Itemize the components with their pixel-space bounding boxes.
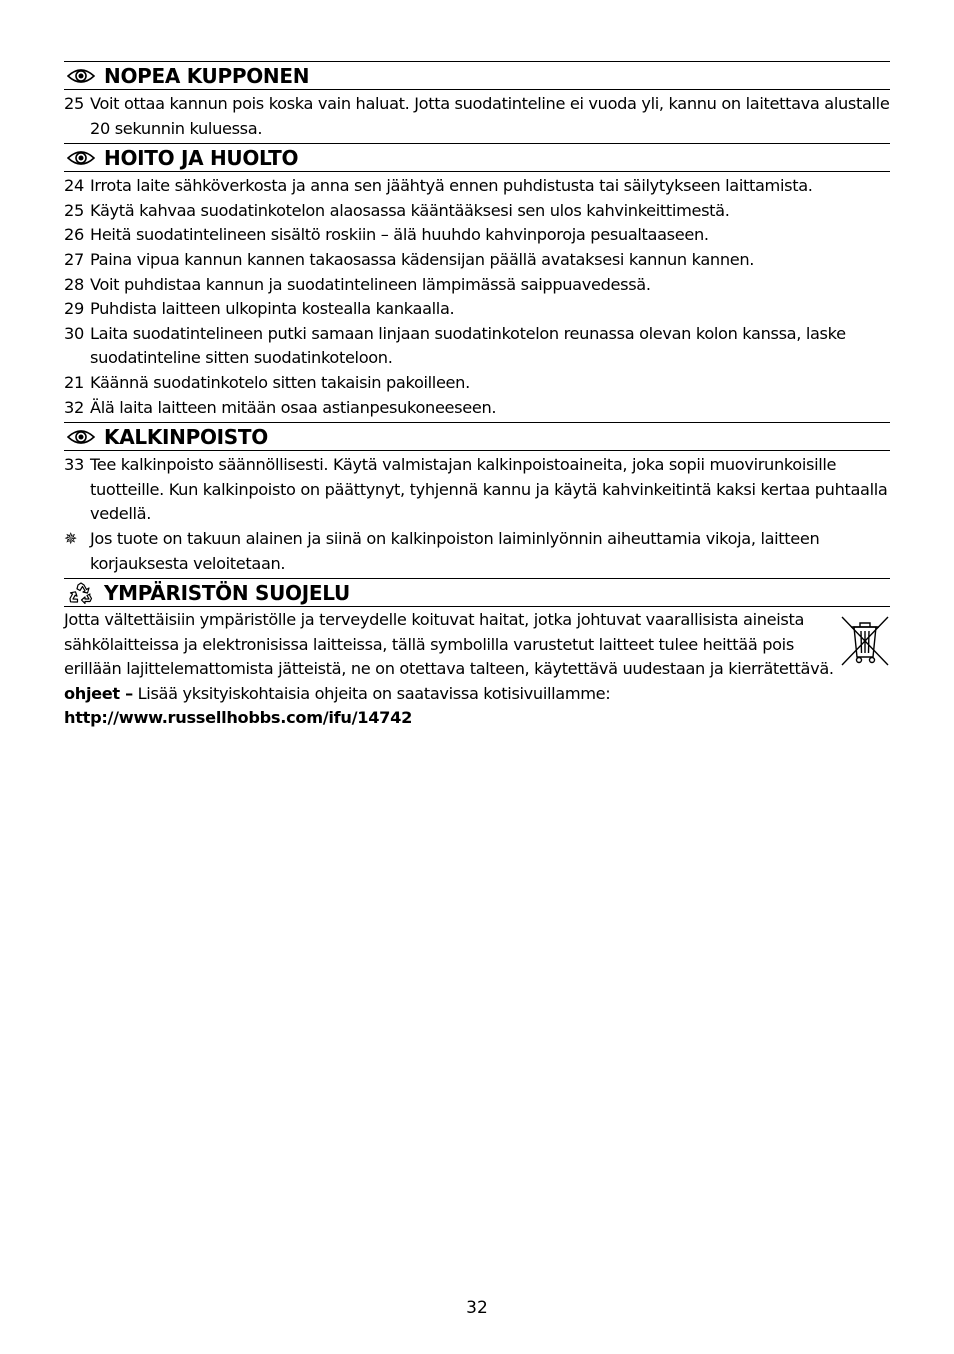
section-nopea-kupponen <box>64 61 890 143</box>
list-item: 33 Tee kalkinpoisto säännöllisesti. Käytä valmistajan kalkinpoistoaineita, joka sopii muovirunkoisille tuotteille. Kun kalkinpoisto on päättynyt, tyhjennä kannu ja käytä kahvinkeitintä kaksi kertaa puhtaalla vedellä. <box>64 455 888 524</box>
section-ympariston-suojelu <box>64 578 890 731</box>
section-heading <box>64 143 890 172</box>
instructions-line <box>64 682 834 707</box>
list-item: 29 Puhdista laitteen ulkopinta kostealla kankaalla. <box>64 299 455 319</box>
recycle-icon <box>66 582 96 604</box>
list-item: 30 Laita suodatintelineen putki samaan linjaan suodatinkotelon reunassa olevan kolon kanssa, laske suodatinteline sitten suodatinkoteloon. <box>64 323 846 368</box>
page-number: 32 <box>466 1298 488 1318</box>
warning-item: ✵ Jos tuote on takuun alainen ja siinä on kalkinpoiston laiminlyönnin aiheuttamia vikoja, laitteen korjauksesta veloitetaan. <box>64 528 820 573</box>
environment-paragraph: Jotta vältettäisiin ympäristölle ja terveydelle koituvat haitat, jotka johtuvat vaarallisista aineista sähkölaitteissa ja elektronisissa laitteissa, tällä symbolilla varustetut laitteet tulee heittää pois erillään lajittelemattomista jätteistä, ne on otettava talteen, käytettävä uudestaan ja kierrätettävä. <box>64 610 834 679</box>
support-url[interactable]: http://www.russellhobbs.com/ifu/14742 <box>64 708 413 728</box>
section-hoito-ja-huolto <box>64 143 890 422</box>
section-title: KALKINPOISTO <box>104 424 268 449</box>
section-title: NOPEA KUPPONEN <box>104 63 310 88</box>
eye-icon <box>66 65 96 87</box>
section-heading <box>64 61 890 90</box>
star-icon: ✵ <box>64 528 78 548</box>
list-item: 24 Irrota laite sähköverkosta ja anna sen jäähtyä ennen puhdistusta tai säilytykseen laittamista. <box>64 176 813 196</box>
list-item: 32 Älä laita laitteen mitään osaa astianpesukoneeseen. <box>64 397 497 417</box>
section-heading <box>64 422 890 451</box>
list-item: 25 Voit ottaa kannun pois koska vain haluat. Jotta suodatinteline ei vuoda yli, kannu on laitettava alustalle 20 sekunnin kuluessa. <box>64 94 890 138</box>
eye-icon <box>66 426 96 448</box>
section-title: YMPÄRISTÖN SUOJELU <box>104 580 350 605</box>
instructions-label: ohjeet – <box>64 683 133 703</box>
list-item: 28 Voit puhdistaa kannun ja suodatintelineen lämpimässä saippuavedessä. <box>64 274 651 294</box>
section-title: HOITO JA HUOLTO <box>104 145 299 170</box>
crossed-bin-icon <box>834 607 890 731</box>
list-item: 26 Heitä suodatintelineen sisältö roskiin – älä huuhdo kahvinporoja pesualtaaseen. <box>64 225 709 245</box>
eye-icon <box>66 147 96 169</box>
list-item: 21 Käännä suodatinkotelo sitten takaisin pakoilleen. <box>64 372 470 392</box>
section-kalkinpoisto <box>64 422 890 578</box>
instructions-text: Lisää yksityiskohtaisia ohjeita on saatavissa kotisivuillamme: <box>132 683 611 703</box>
section-heading <box>64 578 890 607</box>
document-body <box>64 61 890 731</box>
list-item: 27 Paina vipua kannun kannen takaosassa kädensijan päällä avataksesi kannun kannen. <box>64 249 755 269</box>
list-item: 25 Käytä kahvaa suodatinkotelon alaosassa kääntääksesi sen ulos kahvinkeittimestä. <box>64 200 730 220</box>
